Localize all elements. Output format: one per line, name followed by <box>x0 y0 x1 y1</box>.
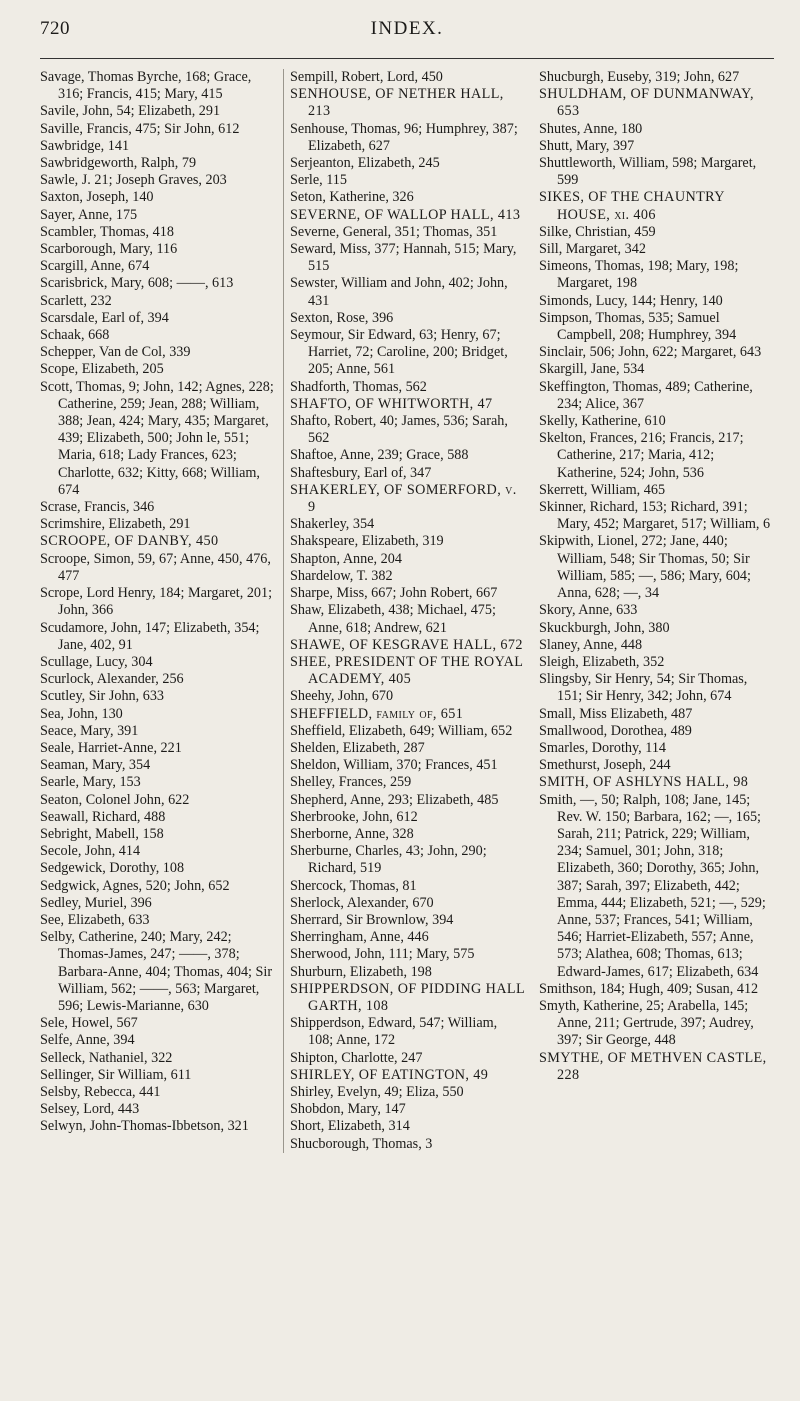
index-entry: Seaton, Colonel John, 622 <box>40 791 190 808</box>
index-entry: SHAWE, OF KESGRAVE HALL, 672 <box>290 636 523 653</box>
index-entry: SMYTHE, OF METHVEN CASTLE, 228 <box>539 1049 767 1083</box>
index-entry: Savile, John, 54; Elizabeth, 291 <box>40 103 221 120</box>
index-entry: Sedgewick, Dorothy, 108 <box>40 860 185 877</box>
index-entry: Seymour, Sir Edward, 63; Henry, 67; Harriet, 72; Caroline, 200; Bridget, 205; Anne, 561 <box>290 327 508 378</box>
index-entry: Scarlett, 232 <box>40 292 112 309</box>
index-entry: SHEE, PRESIDENT OF THE ROYAL ACADEMY, 405 <box>290 653 523 688</box>
index-entry: Shardelow, T. 382 <box>290 567 393 584</box>
index-entry: Sherringham, Anne, 446 <box>290 929 429 946</box>
index-entry: See, Elizabeth, 633 <box>40 911 150 928</box>
index-entry: Sleigh, Elizabeth, 352 <box>539 653 665 670</box>
index-entry: Scope, Elizabeth, 205 <box>40 361 164 378</box>
index-entry: SHEFFIELD, family of, 651 <box>290 705 464 722</box>
index-entry: Schepper, Van de Col, 339 <box>40 344 191 361</box>
index-entry: Searle, Mary, 153 <box>40 774 141 791</box>
index-entry: Serjeanton, Elizabeth, 245 <box>290 155 440 172</box>
index-entry: Selfe, Anne, 394 <box>40 1032 135 1049</box>
index-entry: Savage, Thomas Byrche, 168; Grace, 316; Francis, 415; Mary, 415 <box>40 69 252 103</box>
index-entry: Sempill, Robert, Lord, 450 <box>290 69 443 85</box>
page-header <box>40 18 774 58</box>
index-column-2 <box>283 69 525 1153</box>
index-entry: Saxton, Joseph, 140 <box>40 189 154 206</box>
index-entry: Sharpe, Miss, 667; John Robert, 667 <box>290 585 498 602</box>
index-entry: Small, Miss Elizabeth, 487 <box>539 705 693 722</box>
index-entry: Scroope, Simon, 59, 67; Anne, 450, 476, 477 <box>40 550 271 584</box>
index-entry: Sheehy, John, 670 <box>290 688 394 705</box>
index-entry: SHULDHAM, OF DUNMANWAY, 653 <box>539 86 754 120</box>
index-entry: Scott, Thomas, 9; John, 142; Agnes, 228; Catherine, 259; Jean, 288; William, 388; Jean, 424; Mary, 435; Margaret, 439; Elizabeth, 500; John le, 551; Maria, 618; Lady Frances, 623; Charlotte, 632; Kitty, 668; William, 674 <box>40 378 274 498</box>
index-entry: Skerrett, William, 465 <box>539 481 666 498</box>
index-entry: Slingsby, Sir Henry, 54; Sir Thomas, 151; Sir Henry, 342; John, 674 <box>539 671 748 705</box>
index-entry: Sewster, William and John, 402; John, 431 <box>290 275 508 309</box>
index-entry: Shipton, Charlotte, 247 <box>290 1049 423 1066</box>
index-entry: Simeons, Thomas, 198; Mary, 198; Margaret, 198 <box>539 258 739 292</box>
index-entry: Seawall, Richard, 488 <box>40 808 166 825</box>
index-entry: Scambler, Thomas, 418 <box>40 223 174 240</box>
index-entry: Sherlock, Alexander, 670 <box>290 894 434 911</box>
index-entry: Shakerley, 354 <box>290 516 375 533</box>
index-entry: Skuckburgh, John, 380 <box>539 619 670 636</box>
index-entry: Shakspeare, Elizabeth, 319 <box>290 533 444 550</box>
index-entry: Shelley, Frances, 259 <box>290 774 412 791</box>
index-entry: Simonds, Lucy, 144; Henry, 140 <box>539 292 723 309</box>
index-entry: Shelden, Elizabeth, 287 <box>290 739 425 756</box>
index-entry: Shapton, Anne, 204 <box>290 550 402 567</box>
index-entry: Sheffield, Elizabeth, 649; William, 652 <box>290 722 513 739</box>
index-entry: SMITH, OF ASHLYNS HALL, 98 <box>539 774 749 791</box>
index-entry: Sea, John, 130 <box>40 705 123 722</box>
index-entry: Scrope, Lord Henry, 184; Margaret, 201; John, 366 <box>40 585 273 619</box>
index-entry: Slaney, Anne, 448 <box>539 636 643 653</box>
index-entry: Shaftoe, Anne, 239; Grace, 588 <box>290 447 469 464</box>
index-entry: Shurburn, Elizabeth, 198 <box>290 963 432 980</box>
index-entry: Shipperdson, Edward, 547; William, 108; Anne, 172 <box>290 1015 498 1049</box>
index-entry: Silke, Christian, 459 <box>539 223 656 240</box>
index-entry: Shirley, Evelyn, 49; Eliza, 550 <box>290 1083 464 1100</box>
index-entry: Scarborough, Mary, 116 <box>40 241 178 258</box>
index-entry: Scullage, Lucy, 304 <box>40 653 153 670</box>
index-entry: Shercock, Thomas, 81 <box>290 877 417 894</box>
index-entry: Sayer, Anne, 175 <box>40 206 138 223</box>
index-entry: Seaman, Mary, 354 <box>40 757 151 774</box>
page-number: 720 <box>40 18 70 39</box>
index-entry: Shobdon, Mary, 147 <box>290 1101 406 1118</box>
index-entry: Shutes, Anne, 180 <box>539 120 643 137</box>
index-entry: Seace, Mary, 391 <box>40 722 139 739</box>
index-entry: Scudamore, John, 147; Elizabeth, 354; Jane, 402, 91 <box>40 619 260 653</box>
index-entry: Shadforth, Thomas, 562 <box>290 378 427 395</box>
index-entry: Skipwith, Lionel, 272; Jane, 440; William, 548; Sir Thomas, 50; Sir William, 585; —, 586; Mary, 604; Anna, 628; —, 34 <box>539 533 751 602</box>
index-entry: Scarisbrick, Mary, 608; ——, 613 <box>40 275 234 292</box>
index-entry: Selleck, Nathaniel, 322 <box>40 1049 173 1066</box>
index-entry: Scarsdale, Earl of, 394 <box>40 309 169 326</box>
index-entry: SCROOPE, OF DANBY, 450 <box>40 533 219 550</box>
index-entry: Smyth, Katherine, 25; Arabella, 145; Anne, 211; Gertrude, 397; Audrey, 397; Sir George, 448 <box>539 997 754 1049</box>
index-entry: Smith, —, 50; Ralph, 108; Jane, 145; Rev. W. 150; Barbara, 162; —, 165; Sarah, 211; Patrick, 229; William, 234; Samuel, 301; John, 318; Elizabeth, 360; Dorothy, 365; John, 387; Sarah, 397; Elizabeth, 442; Emma, 444; Elizabeth, 521; —, 529; Anne, 537; Frances, 541; William, 546; Harriet-Elizabeth, 557; Anne, 573; Alathea, 608; Thomas, 613; Edward-James, 617; Elizabeth, 634 <box>539 791 766 980</box>
index-entry: Selsby, Rebecca, 441 <box>40 1083 161 1100</box>
index-entry: Scrimshire, Elizabeth, 291 <box>40 516 191 533</box>
index-entry: Sinclair, 506; John, 622; Margaret, 643 <box>539 344 762 361</box>
index-entry: Smarles, Dorothy, 114 <box>539 739 667 756</box>
index-entry: Scutley, Sir John, 633 <box>40 688 165 705</box>
index-entry: Smallwood, Dorothea, 489 <box>539 722 692 739</box>
index-entry: Sherwood, John, 111; Mary, 575 <box>290 946 475 963</box>
index-entry: Sheldon, William, 370; Frances, 451 <box>290 757 498 774</box>
index-entry: Sherbrooke, John, 612 <box>290 808 418 825</box>
index-entry: Sawbridge, 141 <box>40 137 130 154</box>
index-entry: Severne, General, 351; Thomas, 351 <box>290 223 498 240</box>
index-entry: Skory, Anne, 633 <box>539 602 638 619</box>
index-entry: Short, Elizabeth, 314 <box>290 1118 410 1135</box>
index-entry: Scargill, Anne, 674 <box>40 258 150 275</box>
index-entry: Sill, Margaret, 342 <box>539 241 646 258</box>
index-entry: SEVERNE, OF WALLOP HALL, 413 <box>290 206 521 223</box>
index-entry: Simpson, Thomas, 535; Samuel Campbell, 208; Humphrey, 394 <box>539 309 737 344</box>
index-entry: Shucburgh, Euseby, 319; John, 627 <box>539 69 740 85</box>
index-entry: Sawle, J. 21; Joseph Graves, 203 <box>40 172 227 189</box>
index-entry: Skinner, Richard, 153; Richard, 391; Mary, 452; Margaret, 517; William, 6 <box>539 499 771 533</box>
index-entry: Shuttleworth, William, 598; Margaret, 599 <box>539 155 757 189</box>
index-entry: Schaak, 668 <box>40 327 110 344</box>
index-columns <box>40 69 774 1153</box>
index-entry: Smethurst, Joseph, 244 <box>539 757 671 774</box>
index-entry: Seton, Katherine, 326 <box>290 189 414 206</box>
index-entry: Sexton, Rose, 396 <box>290 309 394 326</box>
index-entry: Sherburne, Charles, 43; John, 290; Richard, 519 <box>290 843 487 877</box>
index-entry: Shaftesbury, Earl of, 347 <box>290 464 432 481</box>
index-entry: Sawbridgeworth, Ralph, 79 <box>40 155 197 172</box>
index-entry: SIKES, OF THE CHAUNTRY HOUSE, xi. 406 <box>539 189 725 223</box>
index-entry: Shepherd, Anne, 293; Elizabeth, 485 <box>290 791 499 808</box>
index-entry: Sellinger, Sir William, 611 <box>40 1066 192 1083</box>
index-entry: Saville, Francis, 475; Sir John, 612 <box>40 120 240 137</box>
index-entry: Selwyn, John-Thomas-Ibbetson, 321 <box>40 1118 249 1135</box>
index-entry: Sele, Howel, 567 <box>40 1015 138 1032</box>
index-entry: Scurlock, Alexander, 256 <box>40 671 184 688</box>
header-rule <box>40 58 774 59</box>
index-entry: Seale, Harriet-Anne, 221 <box>40 739 182 756</box>
index-entry: Seward, Miss, 377; Hannah, 515; Mary, 515 <box>290 241 517 275</box>
index-entry: Skelton, Frances, 216; Francis, 217; Catherine, 217; Maria, 412; Katherine, 524; John, 536 <box>539 430 744 481</box>
index-entry: Serle, 115 <box>290 172 347 189</box>
index-entry: Skeffington, Thomas, 489; Catherine, 234; Alice, 367 <box>539 378 753 412</box>
index-entry: Sherrard, Sir Brownlow, 394 <box>290 911 454 928</box>
index-entry: Shutt, Mary, 397 <box>539 137 635 154</box>
page-title: INDEX. <box>370 18 444 39</box>
index-entry: Secole, John, 414 <box>40 843 141 860</box>
index-entry: SHAFTO, OF WHITWORTH, 47 <box>290 395 493 412</box>
index-entry: SHIRLEY, OF EATINGTON, 49 <box>290 1066 489 1083</box>
index-entry: Sedley, Muriel, 396 <box>40 894 152 911</box>
index-column-3 <box>533 69 774 1153</box>
index-entry: Skelly, Katherine, 610 <box>539 413 666 430</box>
index-column-1 <box>40 69 275 1153</box>
index-entry: SHIPPERDSON, OF PIDDING HALL GARTH, 108 <box>290 980 525 1014</box>
index-entry: Selby, Catherine, 240; Mary, 242; Thomas-James, 247; ——, 378; Barbara-Anne, 404; Thomas, 404; Sir William, 562; ——, 563; Margaret, 596; Lewis-Marianne, 630 <box>40 929 273 1014</box>
index-entry: Shucborough, Thomas, 3 <box>290 1135 433 1152</box>
index-entry: Smithson, 184; Hugh, 409; Susan, 412 <box>539 980 759 997</box>
index-entry: Senhouse, Thomas, 96; Humphrey, 387; Elizabeth, 627 <box>290 120 518 154</box>
index-entry: SENHOUSE, OF NETHER HALL, 213 <box>290 86 504 120</box>
index-entry: Shaw, Elizabeth, 438; Michael, 475; Anne, 618; Andrew, 621 <box>290 602 496 636</box>
index-entry: Sedgwick, Agnes, 520; John, 652 <box>40 877 230 894</box>
index-entry: SHAKERLEY, OF SOMERFORD, v. 9 <box>290 481 517 516</box>
index-entry: Sherborne, Anne, 328 <box>290 825 414 842</box>
index-entry: Selsey, Lord, 443 <box>40 1101 140 1118</box>
index-entry: Skargill, Jane, 534 <box>539 361 645 378</box>
index-entry: Shafto, Robert, 40; James, 536; Sarah, 562 <box>290 413 508 447</box>
index-entry: Scrase, Francis, 346 <box>40 499 155 516</box>
index-entry: Sebright, Mabell, 158 <box>40 825 164 842</box>
